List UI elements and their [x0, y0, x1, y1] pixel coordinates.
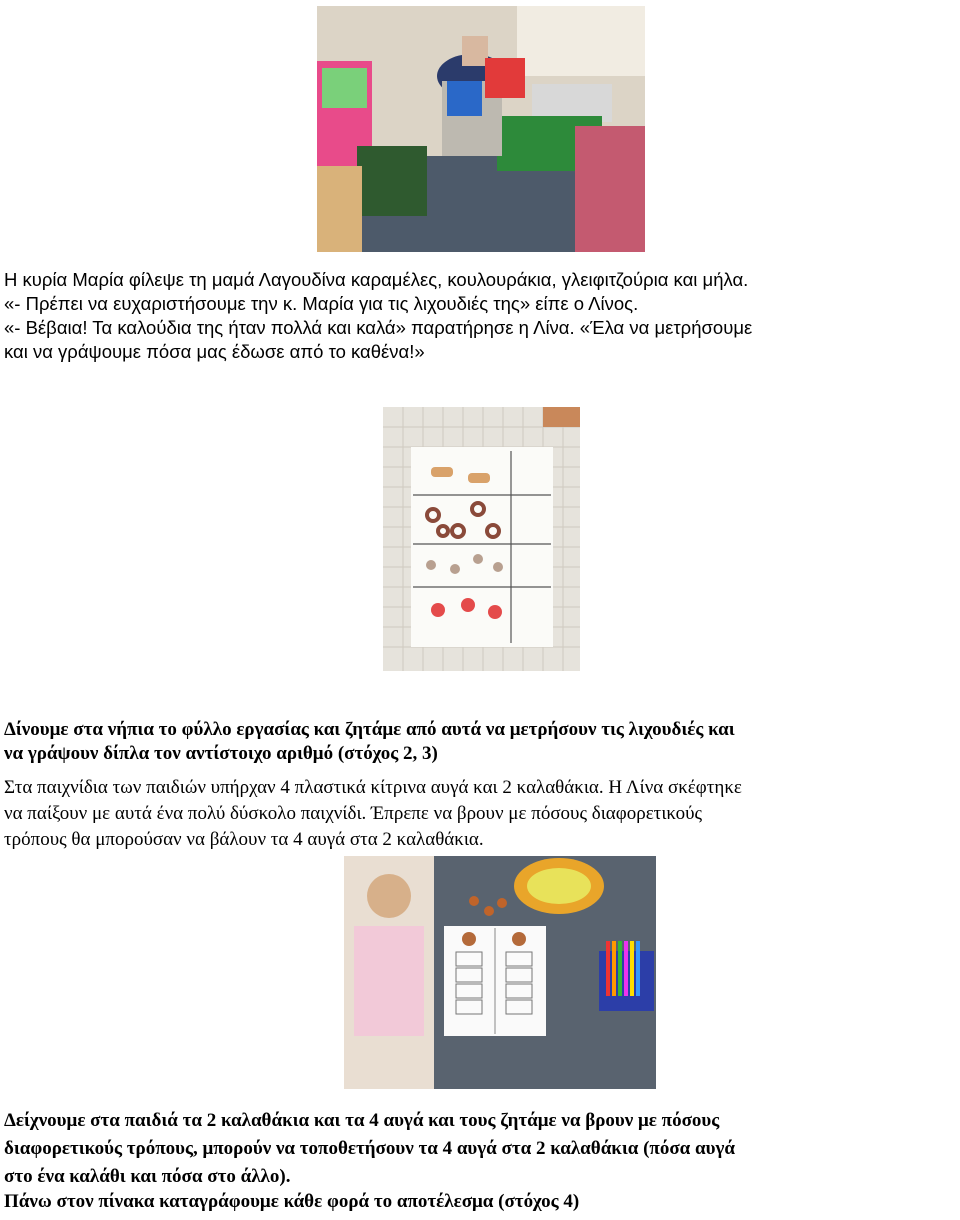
instruction-paragraph-board [4, 1190, 960, 1214]
text-line: Δίνουμε στα νήπια το φύλλο εργασίας και ζητάμε από αυτά να μετρήσουν τις λιχουδιές και [4, 719, 735, 740]
text-line: να παίξουν με αυτά ένα πολύ δύσκολο παιχνίδι. Έπρεπε να βρουν με πόσους διαφορετικούς [4, 803, 703, 824]
story-paragraph-eggs [4, 775, 960, 853]
text-line: Πάνω στον πίνακα καταγράφουμε κάθε φορά το αποτέλεσμα (στόχος 4) [4, 1191, 580, 1212]
text-line: διαφορετικούς τρόπους, μπορούν να τοποθετήσουν τα 4 αυγά στα 2 καλαθάκια (πόσα αυγά [4, 1138, 735, 1159]
baskets-eggs-photo [344, 856, 656, 1089]
instruction-paragraph [4, 718, 960, 766]
classroom-story-photo [317, 6, 645, 252]
text-line: και να γράψουμε πόσα μας έδωσε από το καθένα!» [4, 341, 425, 362]
text-line: στο ένα καλάθι και πόσα στο άλλο). [4, 1166, 291, 1187]
text-line: Η κυρία Μαρία φίλεψε τη μαμά Λαγουδίνα καραμέλες, κουλουράκια, γλειφιτζούρια και μήλα. [4, 269, 749, 290]
story-paragraph [4, 268, 960, 364]
text-line: Στα παιχνίδια των παιδιών υπήρχαν 4 πλαστικά κίτρινα αυγά και 2 καλαθάκια. Η Λίνα σκέφτηκε [4, 777, 742, 798]
instruction-paragraph-baskets [4, 1107, 960, 1191]
worksheet-photo [383, 407, 580, 671]
text-line: «- Βέβαια! Τα καλούδια της ήταν πολλά και καλά» παρατήρησε η Λίνα. «Έλα να μετρήσουμε [4, 317, 753, 338]
text-line: Δείχνουμε στα παιδιά τα 2 καλαθάκια και τα 4 αυγά και τους ζητάμε να βρουν με πόσους [4, 1110, 720, 1131]
text-line: να γράψουν δίπλα τον αντίστοιχο αριθμό (στόχος 2, 3) [4, 743, 438, 764]
text-line: τρόπους θα μπορούσαν να βάλουν τα 4 αυγά στα 2 καλαθάκια. [4, 829, 484, 850]
text-line: «- Πρέπει να ευχαριστήσουμε την κ. Μαρία για τις λιχουδιές της» είπε ο Λίνος. [4, 293, 639, 314]
